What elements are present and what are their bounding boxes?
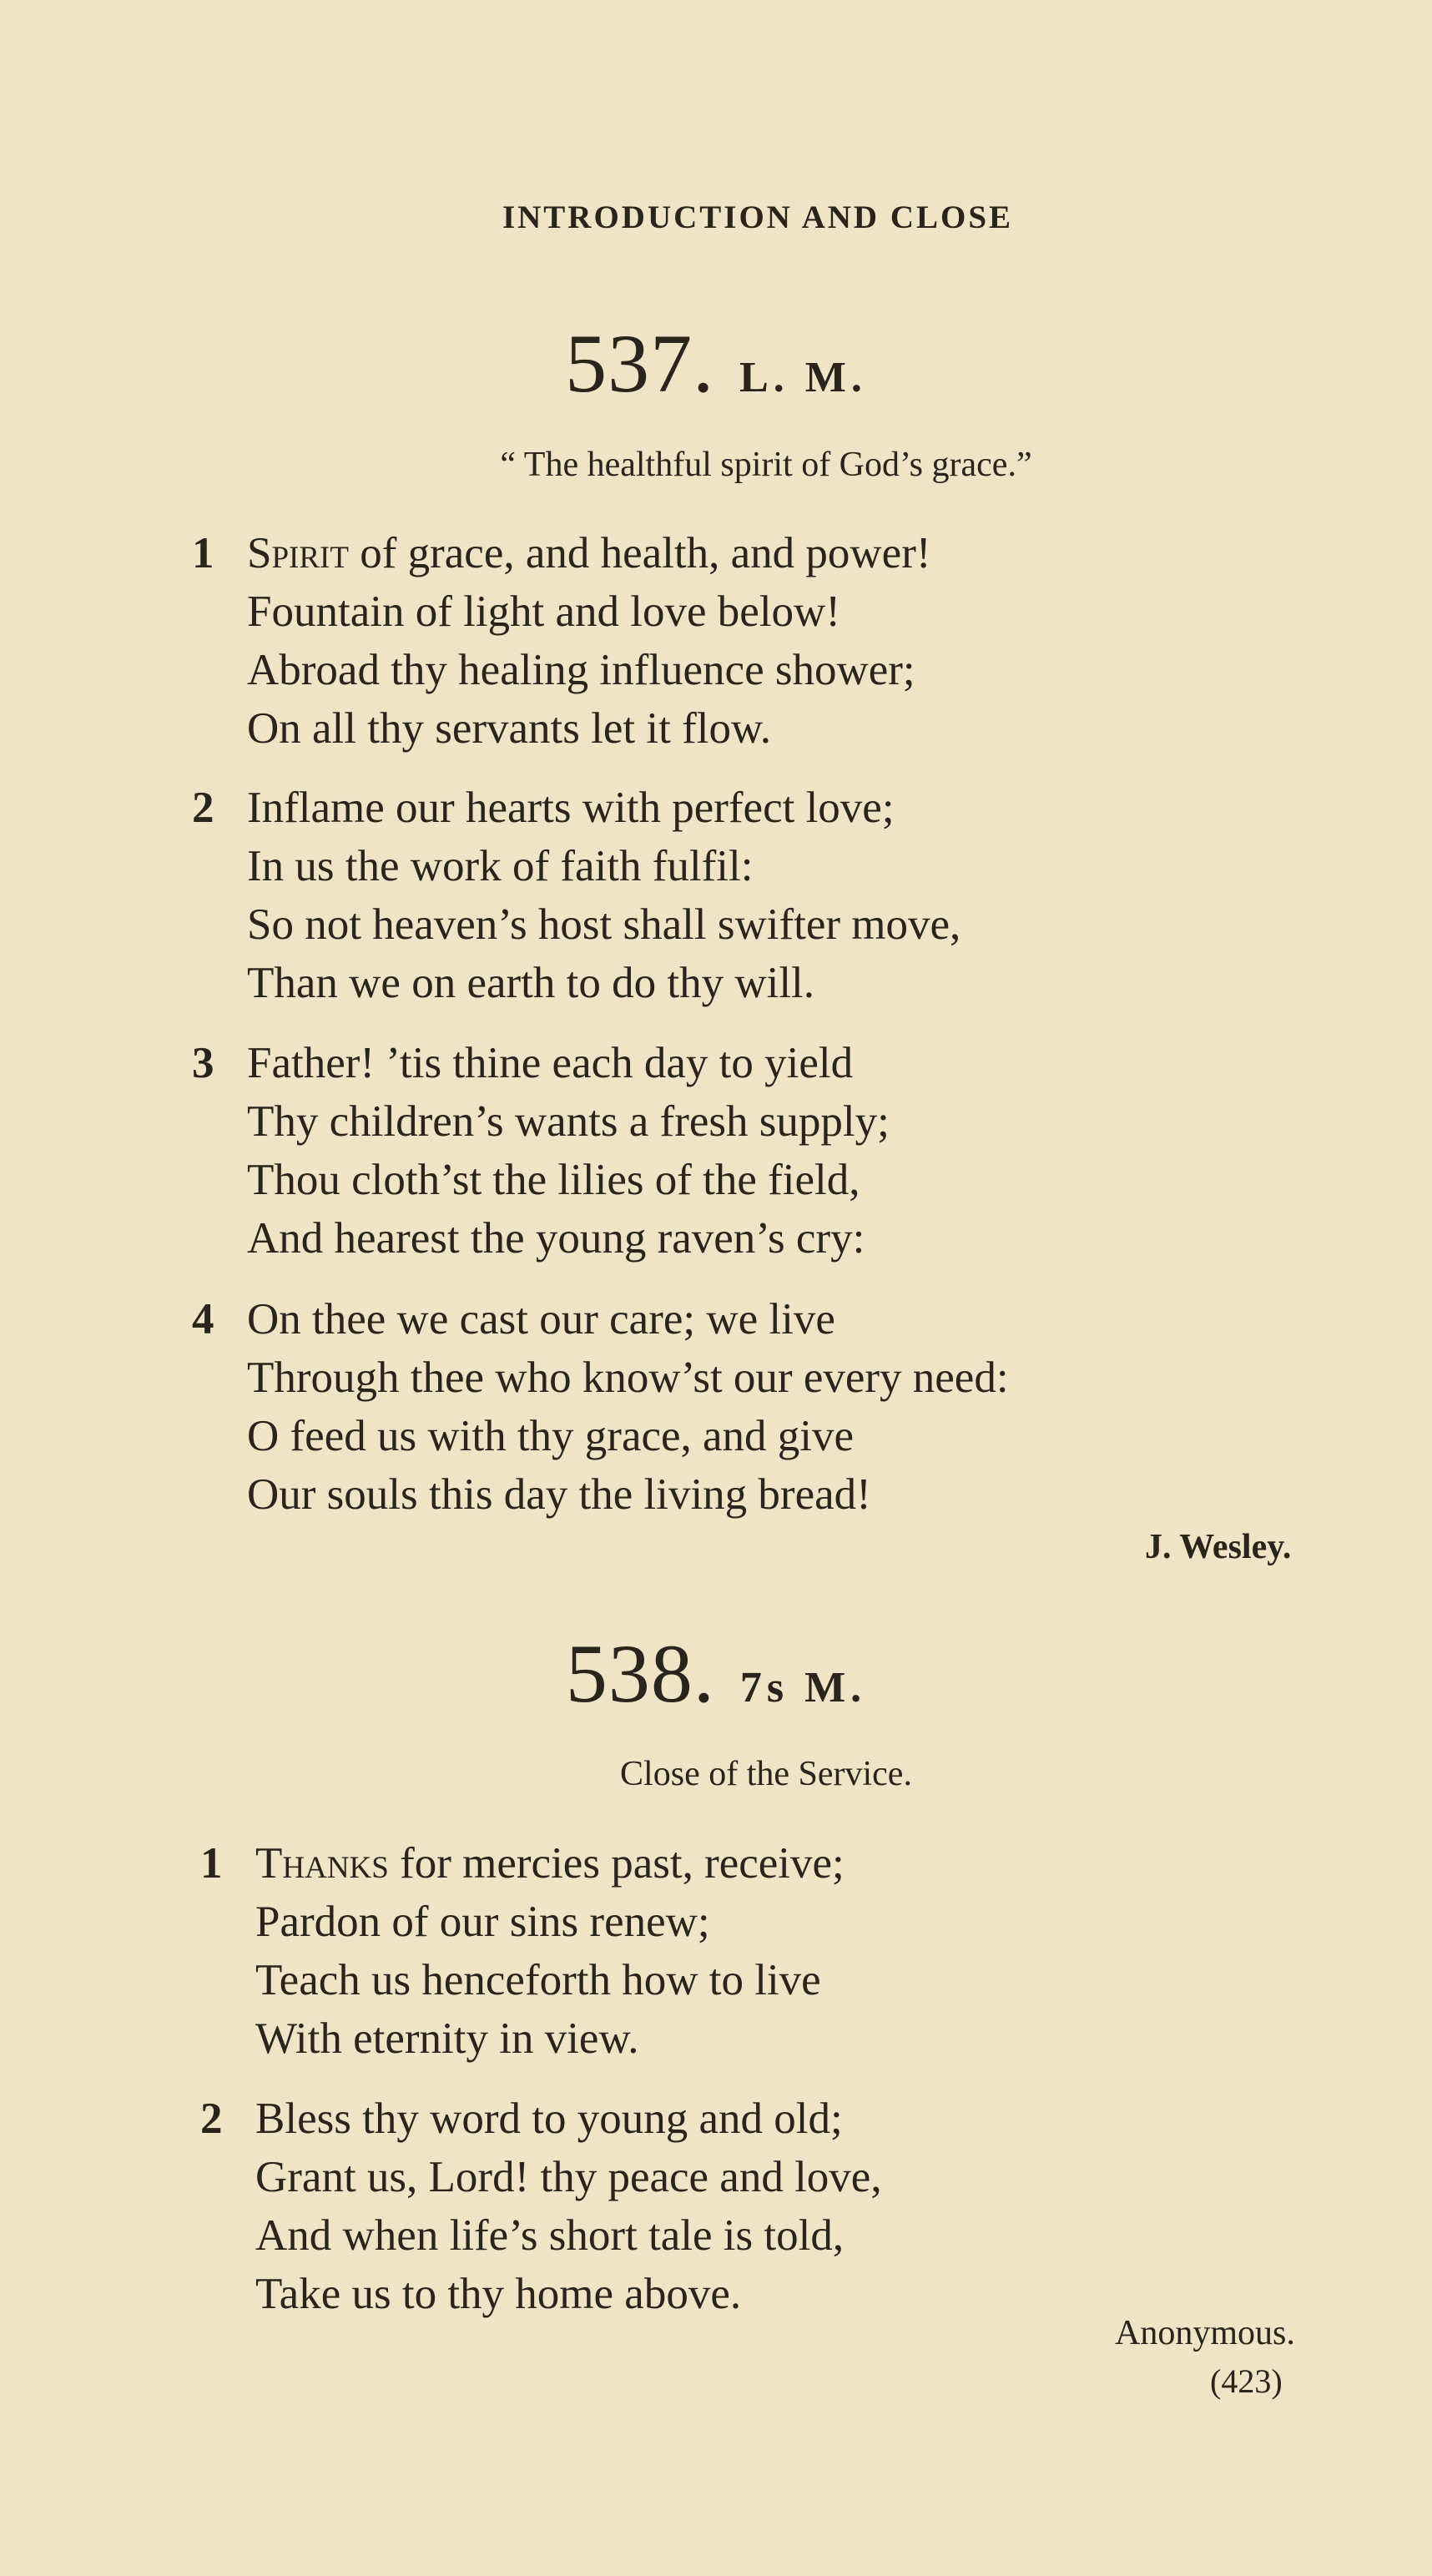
hymn-537-stanza-1 <box>192 524 931 758</box>
stanza-line: And hearest the young raven’s cry: <box>247 1214 865 1263</box>
hymn-538-stanza-1 <box>200 1834 845 2068</box>
stanza-line: Thy children’s wants a fresh supply; <box>247 1097 890 1146</box>
stanza-line: Father! ’tis thine each day to yield <box>247 1039 854 1087</box>
hymn-537-stanza-4 <box>192 1290 1009 1524</box>
stanza-line: So not heaven’s host shall swifter move, <box>247 900 961 949</box>
stanza-line: Abroad thy healing influence shower; <box>247 646 915 694</box>
stanza-line: And when life’s short tale is told, <box>255 2211 845 2260</box>
stanza-number: 1 <box>200 1839 223 1888</box>
stanza-line: O feed us with thy grace, and give <box>247 1412 855 1460</box>
hymn-538-heading <box>0 1626 1432 1722</box>
stanza-line: Bless thy word to young and old; <box>255 2095 843 2143</box>
stanza-line: In us the work of faith fulfil: <box>247 842 754 890</box>
stanza-number: 2 <box>200 2095 223 2143</box>
stanza-line: Pardon of our sins renew; <box>255 1898 710 1946</box>
hymn-538-stanza-2 <box>200 2090 882 2323</box>
running-head: INTRODUCTION AND CLOSE <box>502 199 1014 235</box>
stanza-line: Fountain of light and love below! <box>247 587 840 636</box>
stanza-line: Our souls this day the living bread! <box>247 1470 871 1519</box>
stanza-line: Inflame our hearts with perfect love; <box>247 784 895 832</box>
hymn-number: 537. <box>565 317 715 410</box>
stanza-line: Spirit of grace, and health, and power! <box>247 529 931 577</box>
stanza-line: With eternity in view. <box>255 2014 639 2063</box>
hymn-538-epigraph: Close of the Service. <box>620 1755 912 1793</box>
hymn-537-heading <box>0 315 1432 411</box>
stanza-number: 1 <box>192 529 214 577</box>
page-number: (423) <box>1210 2362 1283 2400</box>
stanza-number: 2 <box>192 784 214 832</box>
stanza-line: Thou cloth’st the lilies of the field, <box>247 1156 860 1204</box>
hymn-537-epigraph: “ The healthful spirit of God’s grace.” <box>500 446 1032 484</box>
stanza-number: 4 <box>192 1295 214 1343</box>
stanza-line: Than we on earth to do thy will. <box>247 959 815 1007</box>
hymn-537-stanza-3 <box>192 1034 890 1268</box>
stanza-number: 3 <box>192 1039 214 1087</box>
stanza-line: Grant us, Lord! thy peace and love, <box>255 2153 882 2201</box>
stanza-line: Take us to thy home above. <box>255 2270 742 2318</box>
stanza-line: On thee we cast our care; we live <box>247 1295 835 1343</box>
hymn-number: 538. <box>565 1627 715 1720</box>
hymn-538-author: Anonymous. <box>1115 2314 1295 2352</box>
hymn-537-author: J. Wesley. <box>1145 1528 1292 1566</box>
stanza-line: Teach us henceforth how to live <box>255 1956 821 2004</box>
stanza-line: Thanks for mercies past, receive; <box>255 1839 845 1888</box>
hymn-meter: L. M. <box>739 354 867 401</box>
hymn-537-stanza-2 <box>192 779 961 1012</box>
stanza-line: On all thy servants let it flow. <box>247 704 772 753</box>
stanza-line: Through thee who know’st our every need: <box>247 1354 1009 1402</box>
hymn-meter: 7s M. <box>739 1664 867 1711</box>
